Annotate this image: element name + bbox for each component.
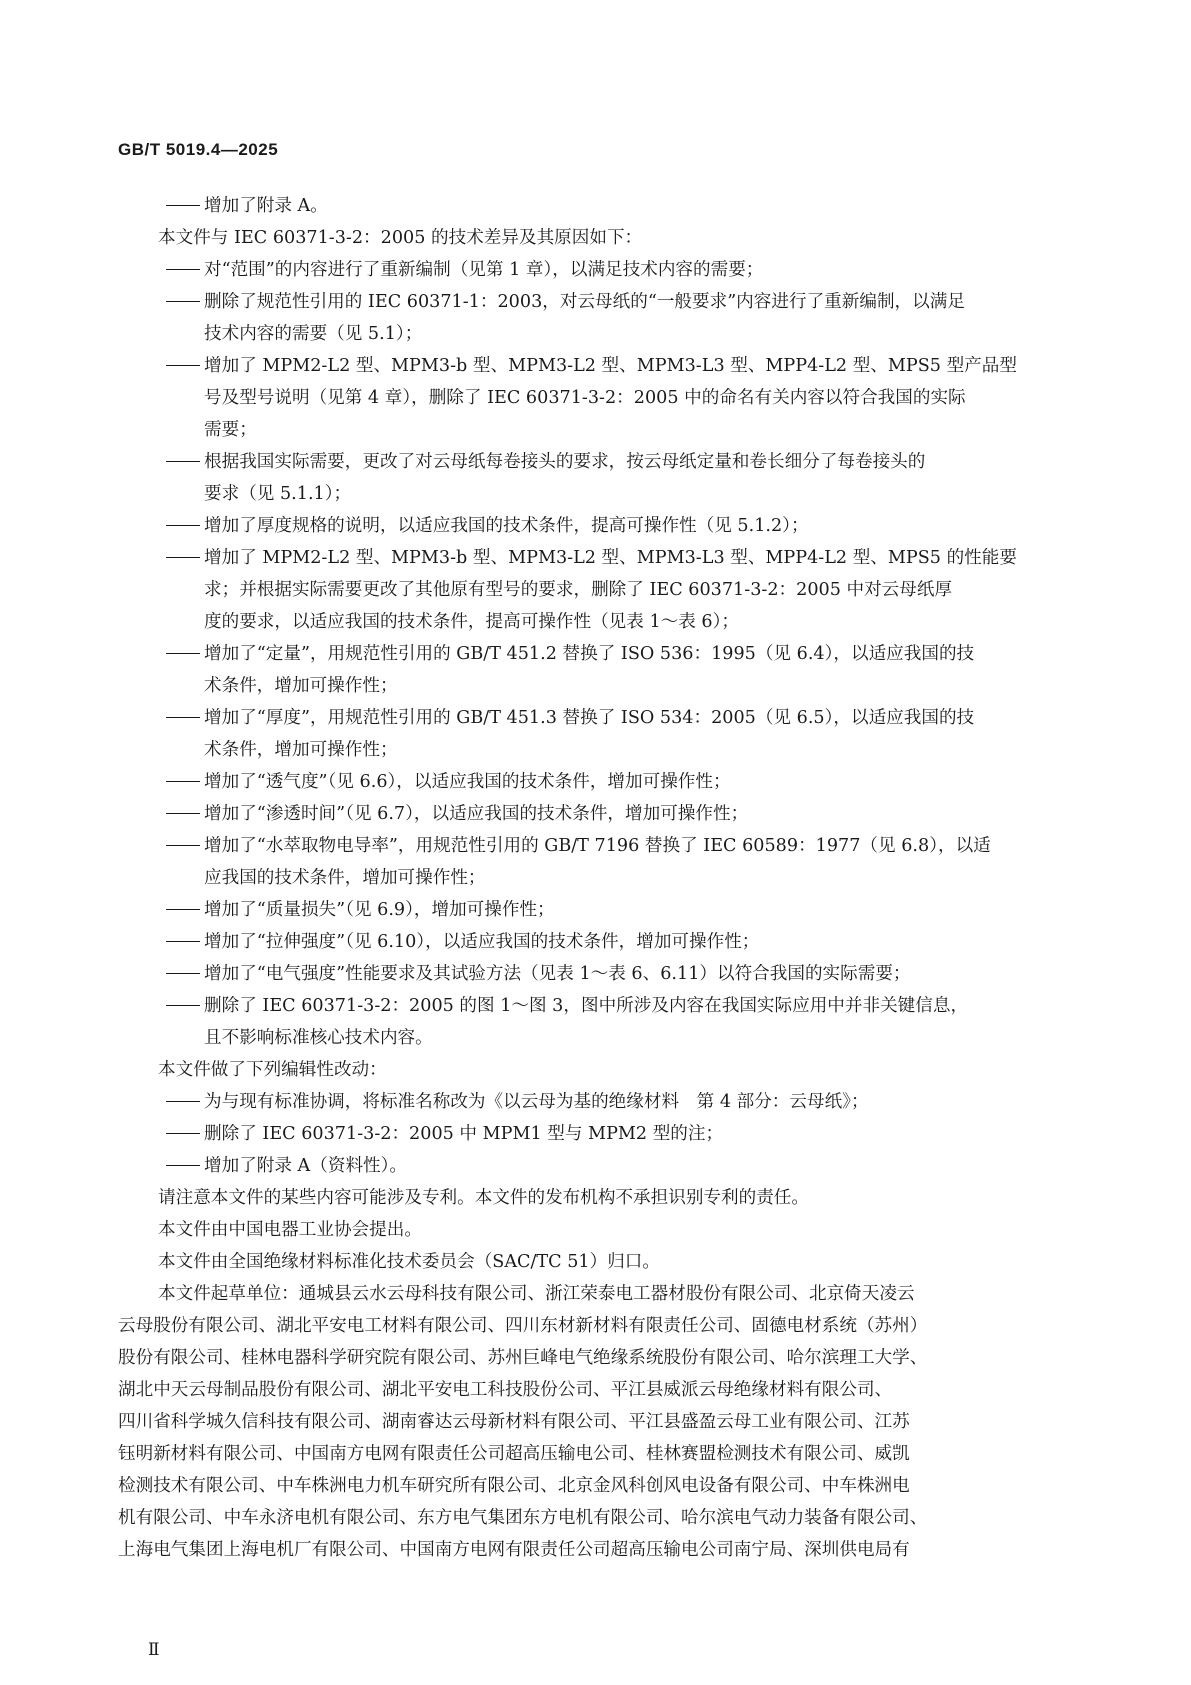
dash-marker <box>166 710 202 728</box>
dash-marker <box>166 1094 202 1112</box>
list-item: 增加了“渗透时间”（见 6.7），以适应我国的技术条件，增加可操作性； <box>166 806 748 824</box>
list-item: 对“范围”的内容进行了重新编制（见第 1 章），以满足技术内容的需要； <box>166 262 763 280</box>
list-item-continuation: 要求（见 5.1.1）； <box>204 484 352 504</box>
list-item-continuation: 号及型号说明（见第 4 章），删除了 IEC 60371-3-2：2005 中的命名有关内容以符合我国的实际 <box>204 388 966 408</box>
paragraph-line: 请注意本文件的某些内容可能涉及专利。本文件的发布机构不承担识别专利的责任。 <box>158 1188 809 1208</box>
dash-marker <box>166 518 202 536</box>
list-item: 增加了“拉伸强度”（见 6.10），以适应我国的技术条件，增加可操作性； <box>166 934 759 952</box>
list-item-continuation: 术条件，增加可操作性； <box>204 676 398 696</box>
list-item: 增加了“定量”，用规范性引用的 GB/T 451.2 替换了 ISO 536：1995（见 6.4），以适应我国的技 <box>166 646 974 664</box>
paragraph-line: 股份有限公司、桂林电器科学研究院有限公司、苏州巨峰电气绝缘系统股份有限公司、哈尔滨理工大学、 <box>118 1348 928 1368</box>
dash-marker <box>166 646 202 664</box>
paragraph-line: 云母股份有限公司、湖北平安电工材料有限公司、四川东材新材料有限责任公司、固德电材系统（苏州） <box>118 1316 928 1336</box>
list-item-continuation: 术条件，增加可操作性； <box>204 740 398 760</box>
dash-marker <box>166 1158 202 1176</box>
list-item-continuation: 且不影响标准核心技术内容。 <box>204 1028 433 1048</box>
list-item-continuation: 应我国的技术条件，增加可操作性； <box>204 868 486 888</box>
paragraph-line: 上海电气集团上海电机厂有限公司、中国南方电网有限责任公司超高压输电公司南宁局、深圳供电局有 <box>118 1540 910 1560</box>
dash-marker <box>166 998 202 1016</box>
dash-marker <box>166 774 202 792</box>
list-item: 增加了“质量损失”（见 6.9），增加可操作性； <box>166 902 555 920</box>
dash-marker <box>166 966 202 984</box>
paragraph-line: 检测技术有限公司、中车株洲电力机车研究所有限公司、北京金风科创风电设备有限公司、中车株洲电 <box>118 1476 910 1496</box>
dash-marker <box>166 838 202 856</box>
dash-marker <box>166 294 202 312</box>
dash-marker <box>166 550 202 568</box>
list-item: 删除了 IEC 60371-3-2：2005 的图 1～图 3，图中所涉及内容在我国实际应用中并非关键信息， <box>166 998 968 1016</box>
dash-marker <box>166 1126 202 1144</box>
list-item: 增加了“厚度”，用规范性引用的 GB/T 451.3 替换了 ISO 534：2005（见 6.5），以适应我国的技 <box>166 710 974 728</box>
list-item: 增加了 MPM2-L2 型、MPM3-b 型、MPM3-L2 型、MPM3-L3 型、MPP4-L2 型、MPS5 的性能要 <box>166 550 1017 568</box>
list-item: 增加了厚度规格的说明，以适应我国的技术条件，提高可操作性（见 5.1.2）； <box>166 518 809 536</box>
list-item: 删除了规范性引用的 IEC 60371-1：2003，对云母纸的“一般要求”内容进行了重新编制，以满足 <box>166 294 965 312</box>
paragraph-line: 本文件起草单位：通城县云水云母科技有限公司、浙江荣泰电工器材股份有限公司、北京倚天凌云 <box>158 1284 915 1304</box>
list-item-continuation: 求；并根据实际需要更改了其他原有型号的要求，删除了 IEC 60371-3-2：2005 中对云母纸厚 <box>204 580 953 600</box>
dash-marker <box>166 358 202 376</box>
list-item: 增加了 MPM2-L2 型、MPM3-b 型、MPM3-L2 型、MPM3-L3 型、MPP4-L2 型、MPS5 型产品型 <box>166 358 1017 376</box>
list-item: 为与现有标准协调，将标准名称改为《以云母为基的绝缘材料 第 4 部分：云母纸》； <box>166 1094 869 1112</box>
list-item: 增加了附录 A。 <box>166 198 328 216</box>
dash-marker <box>166 454 202 472</box>
paragraph-line: 本文件与 IEC 60371-3-2：2005 的技术差异及其原因如下： <box>158 228 643 248</box>
list-item-continuation: 度的要求，以适应我国的技术条件，提高可操作性（见表 1～表 6）； <box>204 612 739 632</box>
dash-marker <box>166 806 202 824</box>
paragraph-line: 本文件由中国电器工业协会提出。 <box>158 1220 422 1240</box>
list-item: 删除了 IEC 60371-3-2：2005 中 MPM1 型与 MPM2 型的注； <box>166 1126 723 1144</box>
standard-number-header: GB/T 5019.4—2025 <box>118 140 279 159</box>
paragraph-line: 机有限公司、中车永济电机有限公司、东方电气集团东方电机有限公司、哈尔滨电气动力装备有限公司、 <box>118 1508 928 1528</box>
list-item: 增加了“电气强度”性能要求及其试验方法（见表 1～表 6、6.11）以符合我国的实际需要； <box>166 966 911 984</box>
dash-marker <box>166 262 202 280</box>
dash-marker <box>166 934 202 952</box>
dash-marker <box>166 198 202 216</box>
paragraph-line: 钰明新材料有限公司、中国南方电网有限责任公司超高压输电公司、桂林赛盟检测技术有限公司、威凯 <box>118 1444 910 1464</box>
paragraph-line: 四川省科学城久信科技有限公司、湖南睿达云母新材料有限公司、平江县盛盈云母工业有限公司、江苏 <box>118 1412 910 1432</box>
list-item: 增加了“水萃取物电导率”，用规范性引用的 GB/T 7196 替换了 IEC 60589：1977（见 6.8），以适 <box>166 838 991 856</box>
list-item-continuation: 技术内容的需要（见 5.1）； <box>204 324 423 344</box>
paragraph-line: 本文件做了下列编辑性改动： <box>158 1060 387 1080</box>
list-item: 根据我国实际需要，更改了对云母纸每卷接头的要求，按云母纸定量和卷长细分了每卷接头的 <box>166 454 925 472</box>
list-item: 增加了“透气度”（见 6.6），以适应我国的技术条件，增加可操作性； <box>166 774 731 792</box>
dash-marker <box>166 902 202 920</box>
paragraph-line: 本文件由全国绝缘材料标准化技术委员会（SAC/TC 51）归口。 <box>158 1252 660 1272</box>
page-number: Ⅱ <box>148 1640 160 1660</box>
paragraph-line: 湖北中天云母制品股份有限公司、湖北平安电工科技股份公司、平江县威派云母绝缘材料有限公司、 <box>118 1380 893 1400</box>
list-item-continuation: 需要； <box>204 420 257 440</box>
list-item: 增加了附录 A（资料性）。 <box>166 1158 407 1176</box>
